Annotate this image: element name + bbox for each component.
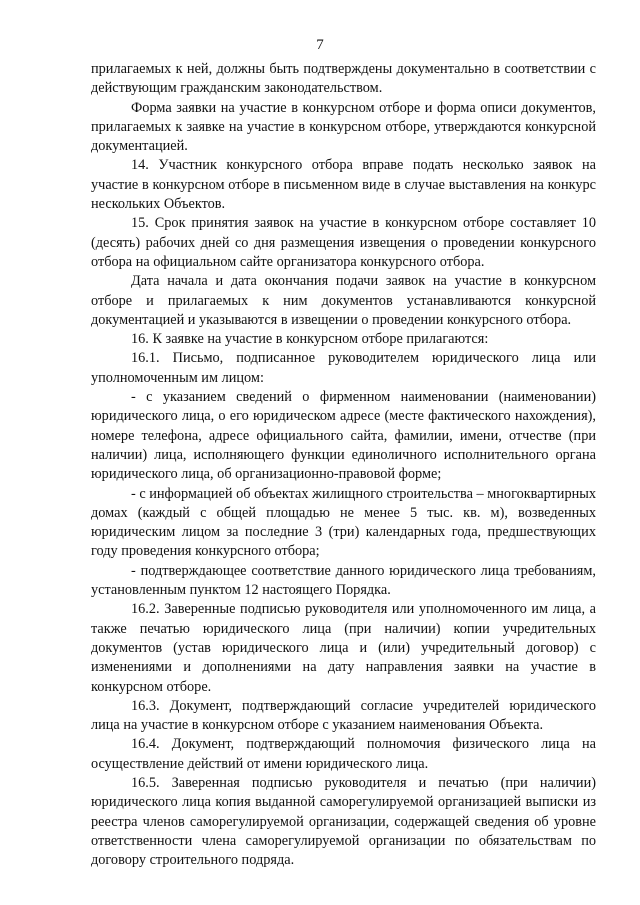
paragraph-15: 15. Срок принятия заявок на участие в конкурсном отборе составляет 10 (десять) рабочих дней со дня размещения извещения о проведении конкурсного отбора на официальном сайте организатора конкурсного отбора.: [91, 215, 596, 270]
paragraph-16-3: 16.3. Документ, подтверждающий согласие учредителей юридического лица на участие в конкурсном отборе с указанием наименования Объекта.: [91, 697, 596, 734]
list-item-compliance: - подтверждающее соответствие данного юридического лица требованиям, установленным пунктом 12 настоящего Порядка.: [91, 562, 596, 599]
paragraph-submission-dates: Дата начала и дата окончания подачи заявок на участие в конкурсном отборе и прилагаемых к ним документов устанавливаются конкурсной документацией и указываются в извещении о проведении конкурсного отбора.: [91, 273, 596, 328]
list-item-company-info: - с указанием сведений о фирменном наименовании (наименовании) юридического лица, о его юридическом адресе (месте фактического нахождения), номере телефона, адресе официального сайта, фамилии, имени, отчестве (при наличии) лица, исполняющего функции единоличного исполнительного органа юридического лица, об организационно-правовой форме;: [91, 389, 596, 483]
paragraph-16-5: 16.5. Заверенная подписью руководителя и печатью (при наличии) юридического лица копия выданной саморегулируемой организацией выписки из реестра членов саморегулируемой организации, содержащей сведения об уровне ответственности члена саморегулируемой организации по обязательствам по договору строительного подряда.: [91, 774, 596, 869]
list-item-construction-info: - с информацией об объектах жилищного строительства – многоквартирных домах (каждый с общей площадью не менее 5 тыс. кв. м), возведенных юридическим лицом за последние 3 (три) календарных года, предшествующих году проведения конкурсного отбора;: [91, 485, 597, 560]
document-body: [91, 60, 596, 870]
paragraph-14: 14. Участник конкурсного отбора вправе подать несколько заявок на участие в конкурсном отборе в письменном виде в случае выставления на конкурс нескольких Объектов.: [91, 157, 596, 213]
paragraph-continuation: прилагаемых к ней, должны быть подтверждены документально в соответствии с действующим гражданским законодательством.: [91, 61, 596, 97]
paragraph-16-1: 16.1. Письмо, подписанное руководителем юридического лица или уполномоченным им лицом:: [91, 350, 596, 386]
paragraph-16: 16. К заявке на участие в конкурсном отборе прилагаются:: [131, 331, 489, 348]
paragraph-application-form: Форма заявки на участие в конкурсном отборе и форма описи документов, прилагаемых к заявке на участие в конкурсном отборе, утверждаются конкурсной документацией.: [91, 99, 596, 155]
page-number: 7: [316, 37, 324, 53]
paragraph-16-4: 16.4. Документ, подтверждающий полномочия физического лица на осуществление действий от имени юридического лица.: [91, 736, 596, 772]
paragraph-16-2: 16.2. Заверенные подписью руководителя или уполномоченного им лица, а также печатью юридического лица (при наличии) копии учредительных документов (устав юридического лица и (или) учредительный договор) с изменениями и дополнениями на дату направления заявки на участие в конкурсном отборе.: [91, 601, 596, 695]
